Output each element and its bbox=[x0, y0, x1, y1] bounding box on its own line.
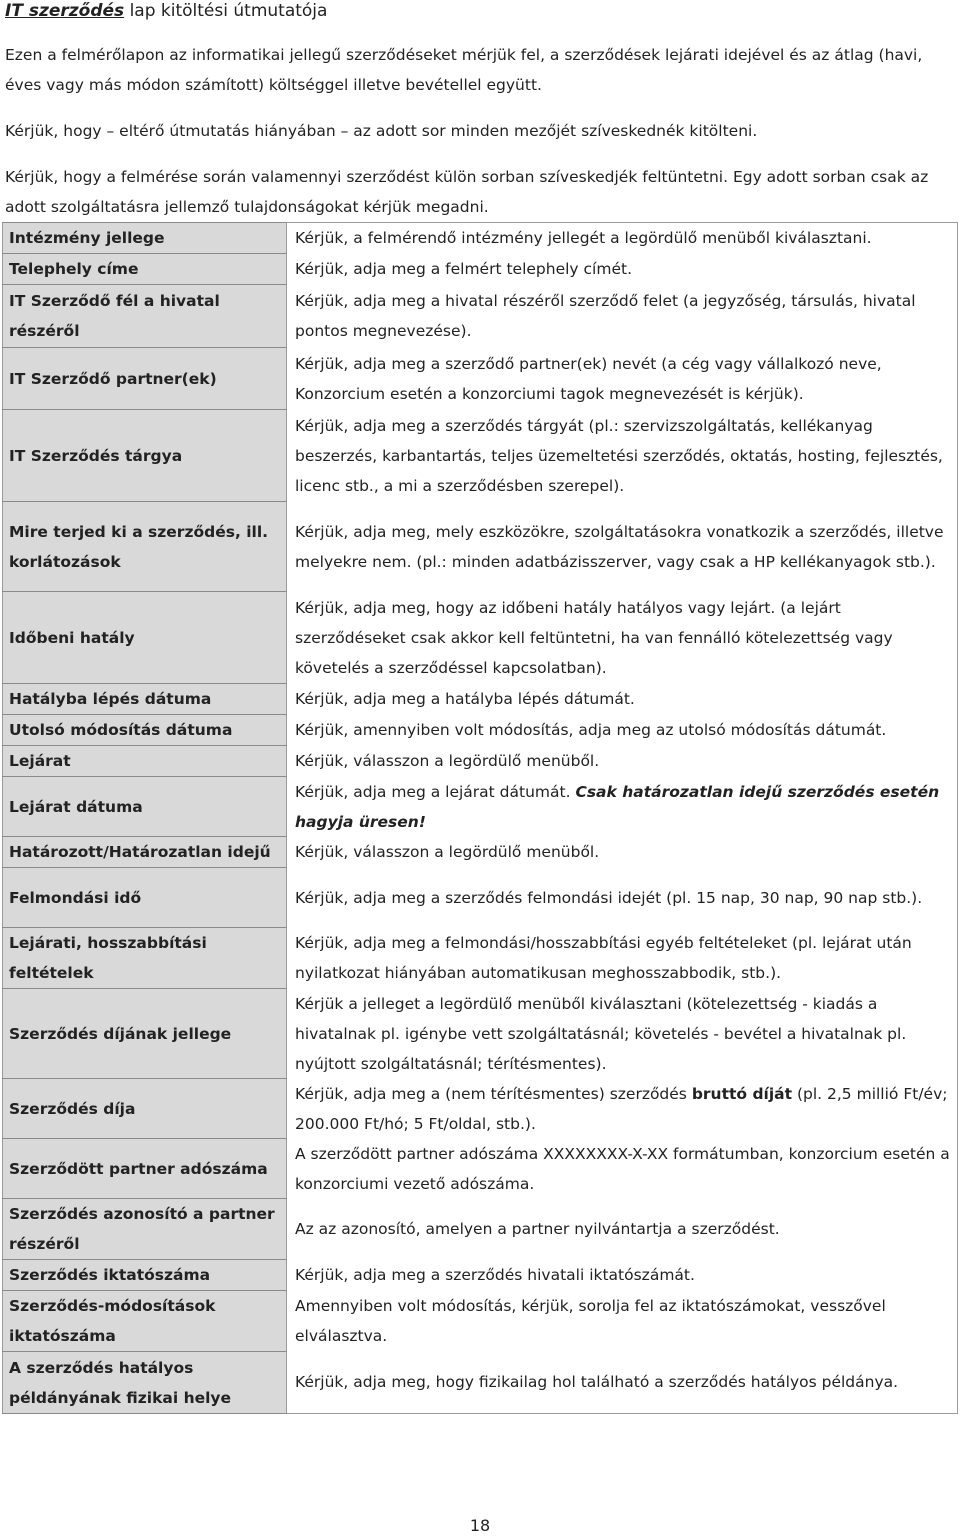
field-label: IT Szerződés tárgya bbox=[3, 410, 287, 502]
intro-paragraph-3: Kérjük, hogy a felmérése során valamennyi szerződést külön sorban szíveskedjék feltüntetni. Egy adott sorban csak az adott szolgáltatásra jellemző tulajdonságokat kérjük megadni. bbox=[5, 168, 929, 216]
field-label: Határozott/Határozatlan idejű bbox=[3, 837, 287, 868]
table-row bbox=[3, 928, 958, 989]
field-description: Kérjük, adja meg a hivatal részéről szerződő felet (a jegyzőség, társulás, hivatal pontos megnevezése). bbox=[287, 285, 958, 348]
table-row bbox=[3, 1079, 958, 1139]
field-description: Kérjük, válasszon a legördülő menüből. bbox=[287, 746, 958, 777]
table-row bbox=[3, 410, 958, 502]
field-label: Szerződés azonosító a partner részéről bbox=[3, 1199, 287, 1260]
field-description: Az az azonosító, amelyen a partner nyilvántartja a szerződést. bbox=[287, 1199, 958, 1260]
table-row bbox=[3, 502, 958, 592]
table-row bbox=[3, 1352, 958, 1414]
field-label: Szerződés díjának jellege bbox=[3, 989, 287, 1079]
field-description: Kérjük, adja meg, hogy fizikailag hol található a szerződés hatályos példánya. bbox=[287, 1352, 958, 1414]
table-row bbox=[3, 592, 958, 684]
field-description: Kérjük, adja meg a szerződés felmondási idejét (pl. 15 nap, 30 nap, 90 nap stb.). bbox=[287, 868, 958, 928]
field-description: Amennyiben volt módosítás, kérjük, sorolja fel az iktatószámokat, vesszővel elválasztva. bbox=[287, 1291, 958, 1352]
table-row bbox=[3, 223, 958, 254]
field-label: Időbeni hatály bbox=[3, 592, 287, 684]
field-description: A szerződött partner adószáma XXXXXXXX-X-XX formátumban, konzorcium esetén a konzorciumi vezető adószáma. bbox=[287, 1139, 958, 1199]
field-description: Kérjük, adja meg a szerződés tárgyát (pl.: szervizszolgáltatás, kellékanyag beszerzés, karbantartás, teljes üzemeltetési szerződés, oktatás, hosting, fejlesztés, licenc stb., a mi a szerződésben szerepel). bbox=[287, 410, 958, 502]
field-description bbox=[287, 777, 958, 837]
field-description: Kérjük, adja meg a hatályba lépés dátumát. bbox=[287, 684, 958, 715]
table-row bbox=[3, 989, 958, 1079]
field-label: Intézmény jellege bbox=[3, 223, 287, 254]
table-row bbox=[3, 1291, 958, 1352]
field-label: Lejárat dátuma bbox=[3, 777, 287, 837]
field-label: Mire terjed ki a szerződés, ill. korlátozások bbox=[3, 502, 287, 592]
field-description-emphasis: Csak határozatlan idejű szerződés esetén hagyja üresen! bbox=[295, 782, 940, 831]
table-row bbox=[3, 746, 958, 777]
field-label: IT Szerződő partner(ek) bbox=[3, 348, 287, 410]
table-row bbox=[3, 837, 958, 868]
page-number: 18 bbox=[469, 1516, 491, 1535]
intro-text bbox=[5, 40, 955, 222]
table-row bbox=[3, 777, 958, 837]
field-description: Kérjük, adja meg a felmért telephely címét. bbox=[287, 254, 958, 285]
field-description-text: (pl. 2,5 millió Ft/év; 200.000 Ft/hó; 5 Ft/oldal, stb.). bbox=[295, 1084, 948, 1133]
table-row bbox=[3, 1260, 958, 1291]
field-label: Szerződött partner adószáma bbox=[3, 1139, 287, 1199]
table-row bbox=[3, 285, 958, 348]
field-label: Szerződés iktatószáma bbox=[3, 1260, 287, 1291]
field-description: Kérjük, adja meg, mely eszközökre, szolgáltatásokra vonatkozik a szerződés, illetve melyekre nem. (pl.: minden adatbázisszerver, vagy csak a HP kellékanyagok stb.). bbox=[287, 502, 958, 592]
field-label: Telephely címe bbox=[3, 254, 287, 285]
page-title bbox=[5, 0, 327, 22]
field-label: IT Szerződő fél a hivatal részéről bbox=[3, 285, 287, 348]
field-description-text: Kérjük, adja meg a lejárat dátumát. bbox=[295, 782, 576, 801]
field-description-emphasis: bruttó díját bbox=[691, 1084, 793, 1103]
field-description-text: Kérjük, adja meg a (nem térítésmentes) szerződés bbox=[295, 1084, 692, 1103]
table-row bbox=[3, 254, 958, 285]
field-description: Kérjük, válasszon a legördülő menüből. bbox=[287, 837, 958, 868]
page-title-emphasis: IT szerződés bbox=[5, 1, 125, 21]
field-description: Kérjük, adja meg, hogy az időbeni hatály hatályos vagy lejárt. (a lejárt szerződéseket csak akkor kell feltüntetni, ha van fennálló kötelezettség vagy követelés a szerződéssel kapcsolatban). bbox=[287, 592, 958, 684]
field-description: Kérjük, adja meg a szerződő partner(ek) nevét (a cég vagy vállalkozó neve, Konzorcium esetén a konzorciumi tagok megnevezését is kérjük). bbox=[287, 348, 958, 410]
field-label: Szerződés-módosítások iktatószáma bbox=[3, 1291, 287, 1352]
intro-paragraph-1: Ezen a felmérőlapon az informatikai jellegű szerződéseket mérjük fel, a szerződések lejárati idejével és az átlag (havi, éves vagy más módon számított) költséggel illetve bevétellel együtt. bbox=[5, 46, 923, 94]
field-label: Felmondási idő bbox=[3, 868, 287, 928]
intro-paragraph-2: Kérjük, hogy – eltérő útmutatás hiányában – az adott sor minden mezőjét szíveskednék kitölteni. bbox=[5, 122, 758, 140]
field-label: A szerződés hatályos példányának fizikai helye bbox=[3, 1352, 287, 1414]
field-label: Hatályba lépés dátuma bbox=[3, 684, 287, 715]
table-row bbox=[3, 348, 958, 410]
table-row bbox=[3, 1199, 958, 1260]
field-description: Kérjük, adja meg a szerződés hivatali iktatószámát. bbox=[287, 1260, 958, 1291]
table-row bbox=[3, 684, 958, 715]
field-label: Utolsó módosítás dátuma bbox=[3, 715, 287, 746]
table-row bbox=[3, 715, 958, 746]
field-description: Kérjük, amennyiben volt módosítás, adja meg az utolsó módosítás dátumát. bbox=[287, 715, 958, 746]
page-title-rest: lap kitöltési útmutatója bbox=[124, 1, 328, 21]
field-description: Kérjük, a felmérendő intézmény jellegét a legördülő menüből kiválasztani. bbox=[287, 223, 958, 254]
field-description: Kérjük a jelleget a legördülő menüből kiválasztani (kötelezettség - kiadás a hivatalnak pl. igénybe vett szolgáltatásnál; követelés - bevétel a hivatalnak pl. nyújtott szolgáltatásnál; térítésmentes). bbox=[287, 989, 958, 1079]
field-description bbox=[287, 1079, 958, 1139]
field-label: Szerződés díja bbox=[3, 1079, 287, 1139]
table-row bbox=[3, 868, 958, 928]
field-guide-table bbox=[2, 222, 958, 1414]
field-label: Lejárati, hosszabbítási feltételek bbox=[3, 928, 287, 989]
table-row bbox=[3, 1139, 958, 1199]
field-description: Kérjük, adja meg a felmondási/hosszabbítási egyéb feltételeket (pl. lejárat után nyilatkozat hiányában automatikusan meghosszabbodik, stb.). bbox=[287, 928, 958, 989]
field-label: Lejárat bbox=[3, 746, 287, 777]
